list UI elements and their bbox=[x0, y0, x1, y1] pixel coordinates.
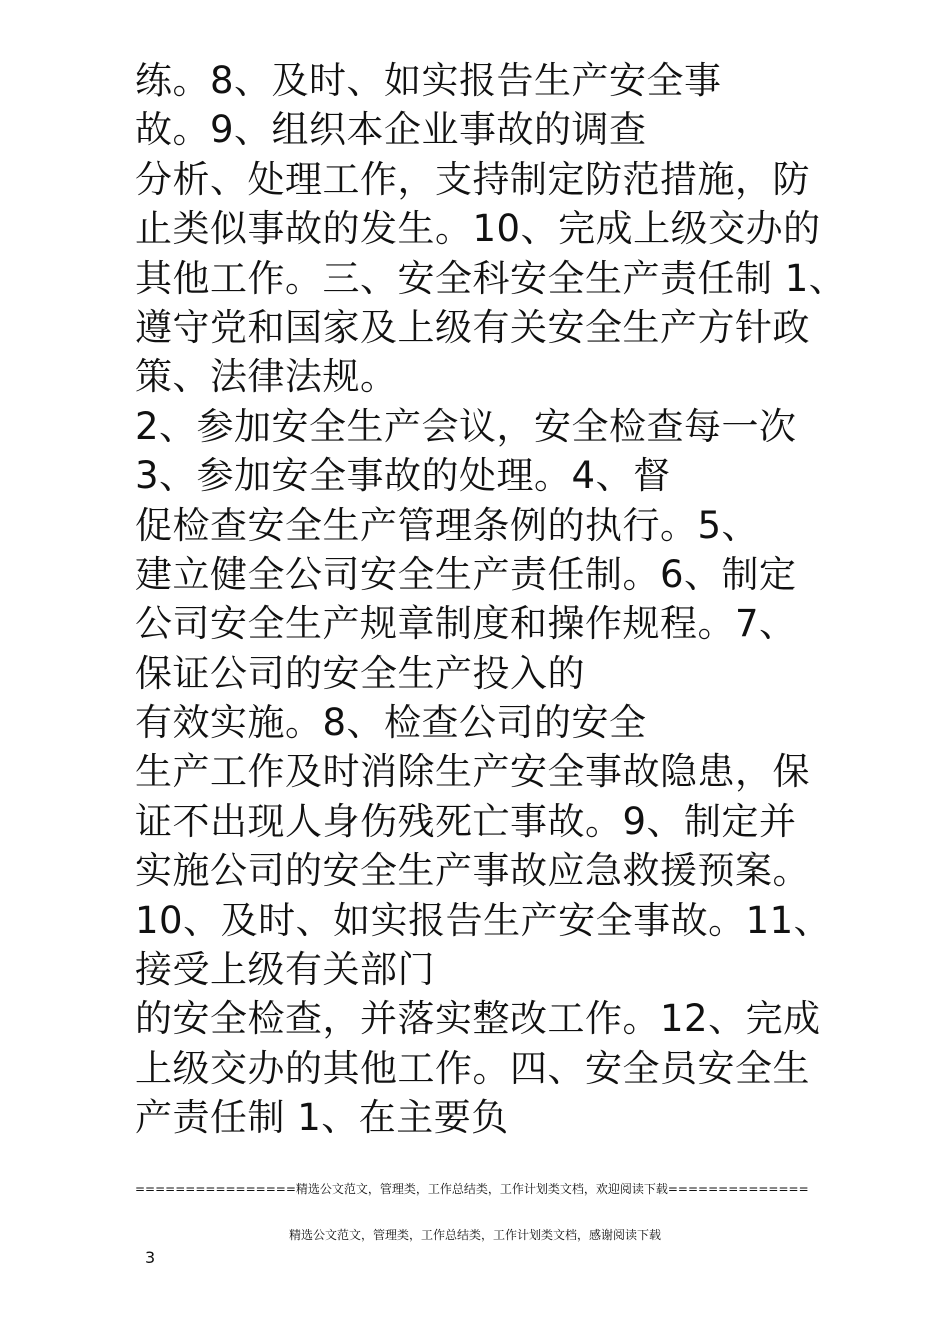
text-line: 的安全检查，并落实整改工作。12、完成 bbox=[135, 997, 821, 1041]
text-line: 其他工作。三、安全科安全生产责任制 1、 bbox=[135, 256, 847, 300]
text-line: 10、及时、如实报告生产安全事故。11、 bbox=[135, 898, 832, 942]
text-line: 接受上级有关部门 bbox=[135, 948, 435, 992]
text-line: 实施公司的安全生产事故应急救援预案。 bbox=[135, 849, 810, 893]
text-line: 分析、处理工作，支持制定防范措施，防 bbox=[135, 157, 810, 201]
text-line: 练。8、及时、如实报告生产安全事 bbox=[135, 59, 722, 102]
text-line: 证不出现人身伤残死亡事故。9、制定并 bbox=[135, 799, 797, 843]
text-line: 故。9、组织本企业事故的调查 bbox=[135, 108, 647, 152]
document-body bbox=[135, 56, 847, 1143]
text-line: 止类似事故的发生。10、完成上级交办的 bbox=[135, 207, 821, 251]
text-line: 保证公司的安全生产投入的 bbox=[135, 651, 585, 695]
text-line: 生产工作及时消除生产安全事故隐患，保 bbox=[135, 750, 810, 794]
text-line: 3、参加安全事故的处理。4、督 bbox=[135, 454, 671, 498]
footer-banner: ================精选公文范文，管理类，工作总结类，工作计划类文档，欢迎阅读下载============== bbox=[135, 1182, 809, 1196]
text-line: 2、参加安全生产会议，安全检查每一次 bbox=[135, 404, 797, 448]
page-number: 3 bbox=[145, 1248, 156, 1267]
text-line: 公司安全生产规章制度和操作规程。7、 bbox=[135, 602, 797, 646]
text-line: 上级交办的其他工作。四、安全员安全生 bbox=[135, 1046, 810, 1090]
text-line: 促检查安全生产管理条例的执行。5、 bbox=[135, 503, 760, 547]
text-line: 建立健全公司安全生产责任制。6、制定 bbox=[135, 552, 797, 596]
text-line: 策、法律法规。 bbox=[135, 355, 398, 399]
text-line: 产责任制 1、在主要负 bbox=[135, 1096, 509, 1140]
text-line: 遵守党和国家及上级有关安全生产方针政 bbox=[135, 305, 810, 349]
text-line: 有效实施。8、检查公司的安全 bbox=[135, 701, 647, 745]
footer-note: 精选公文范文，管理类，工作总结类，工作计划类文档，感谢阅读下载 bbox=[288, 1228, 661, 1242]
